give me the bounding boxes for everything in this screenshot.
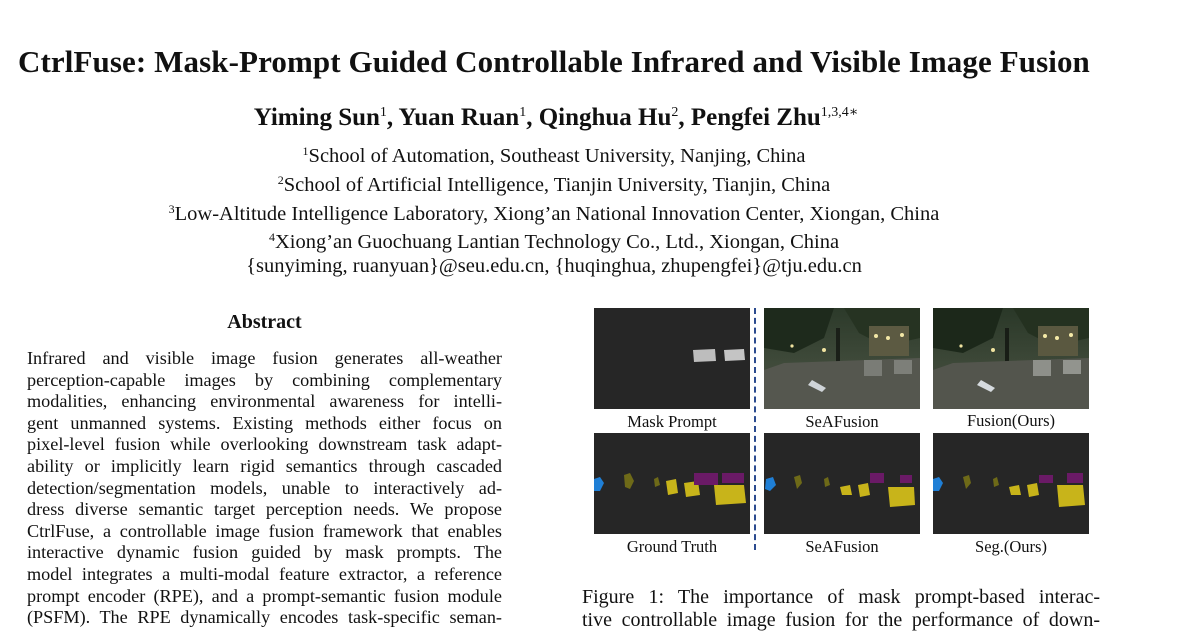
caption-line: Figure 1: The importance of mask prompt-based interac-	[582, 586, 1100, 608]
abstract-line: model integrates a multi-modal feature extractor, a reference	[27, 563, 502, 584]
abstract-line: dress diverse semantic target perception needs. We propose	[27, 499, 502, 520]
figure-label: Seg.(Ours)	[975, 537, 1047, 556]
abstract-line: prompt encoder (RPE), and a prompt-semantic fusion module	[27, 585, 502, 606]
abstract-line: gent unmanned systems. Existing methods either focus on	[27, 412, 502, 433]
affiliation: $^2$School of Artificial Intelligence, Tianjin University, Tianjin, China	[277, 172, 831, 196]
mask-prompt-image	[594, 308, 750, 409]
abstract-line: ability or implicitly learn rigid semantics through cascaded	[27, 455, 502, 476]
abstract-heading: Abstract	[227, 311, 302, 333]
figure-label: Mask Prompt	[627, 412, 717, 431]
figure-label: SeAFusion	[805, 537, 879, 556]
affiliation: $^4$Xiong’an Guochuang Lantian Technology Co., Ltd., Xiongan, China	[268, 230, 840, 254]
author: Yiming Sun$^1$,	[253, 104, 399, 131]
figure-label: Ground Truth	[626, 537, 718, 556]
figure-caption	[582, 586, 1100, 632]
figure-1	[594, 308, 1090, 558]
affiliations	[0, 140, 1108, 279]
ground-truth-segmentation	[594, 433, 750, 534]
abstract-line: perception-capable images by combining complementary	[27, 369, 502, 390]
author-emails: {sunyiming, ruanyuan}@seu.edu.cn, {huqinghua, zhupengfei}@tju.edu.cn	[246, 255, 862, 278]
abstract-line: Infrared and visible image fusion generates all-weather	[27, 348, 502, 368]
abstract-line: CtrlFuse, a controllable image fusion framework that enables	[27, 520, 502, 541]
figure-divider	[754, 308, 756, 550]
figure-label: Fusion(Ours)	[966, 411, 1055, 430]
abstract-line: modalities, enhancing environmental awareness for intelli-	[27, 391, 502, 412]
ours-fusion-image	[933, 308, 1089, 409]
abstract-line: detection/segmentation models, unable to interactively ad-	[27, 477, 502, 498]
seafusion-segmentation	[764, 433, 920, 534]
abstract-line: interactive dynamic fusion guided by mask prompts. The	[27, 542, 502, 563]
author: Pengfei Zhu$^{1,3,4∗}$	[690, 104, 859, 131]
abstract-body	[27, 348, 502, 629]
ours-segmentation	[933, 433, 1089, 534]
abstract-line: (PSFM). The RPE dynamically encodes task-specific seman-	[27, 607, 502, 628]
paper-title: CtrlFuse: Mask-Prompt Guided Controllable Infrared and Visible Image Fusion	[18, 44, 1090, 79]
author-list	[0, 104, 1112, 132]
affiliation: $^3$Low-Altitude Intelligence Laboratory, Xiong’an National Innovation Center, Xiongan, China	[168, 201, 940, 225]
author: Yuan Ruan$^1$,	[398, 104, 539, 131]
abstract-line: pixel-level fusion while overlooking downstream task adapt-	[27, 434, 502, 455]
seafusion-fusion-image	[764, 308, 920, 409]
figure-label: SeAFusion	[805, 412, 879, 431]
author: Qinghua Hu$^2$,	[538, 104, 691, 131]
caption-line: tive controllable image fusion for the performance of down-	[582, 609, 1100, 631]
affiliation: $^1$School of Automation, Southeast University, Nanjing, China	[302, 144, 806, 167]
